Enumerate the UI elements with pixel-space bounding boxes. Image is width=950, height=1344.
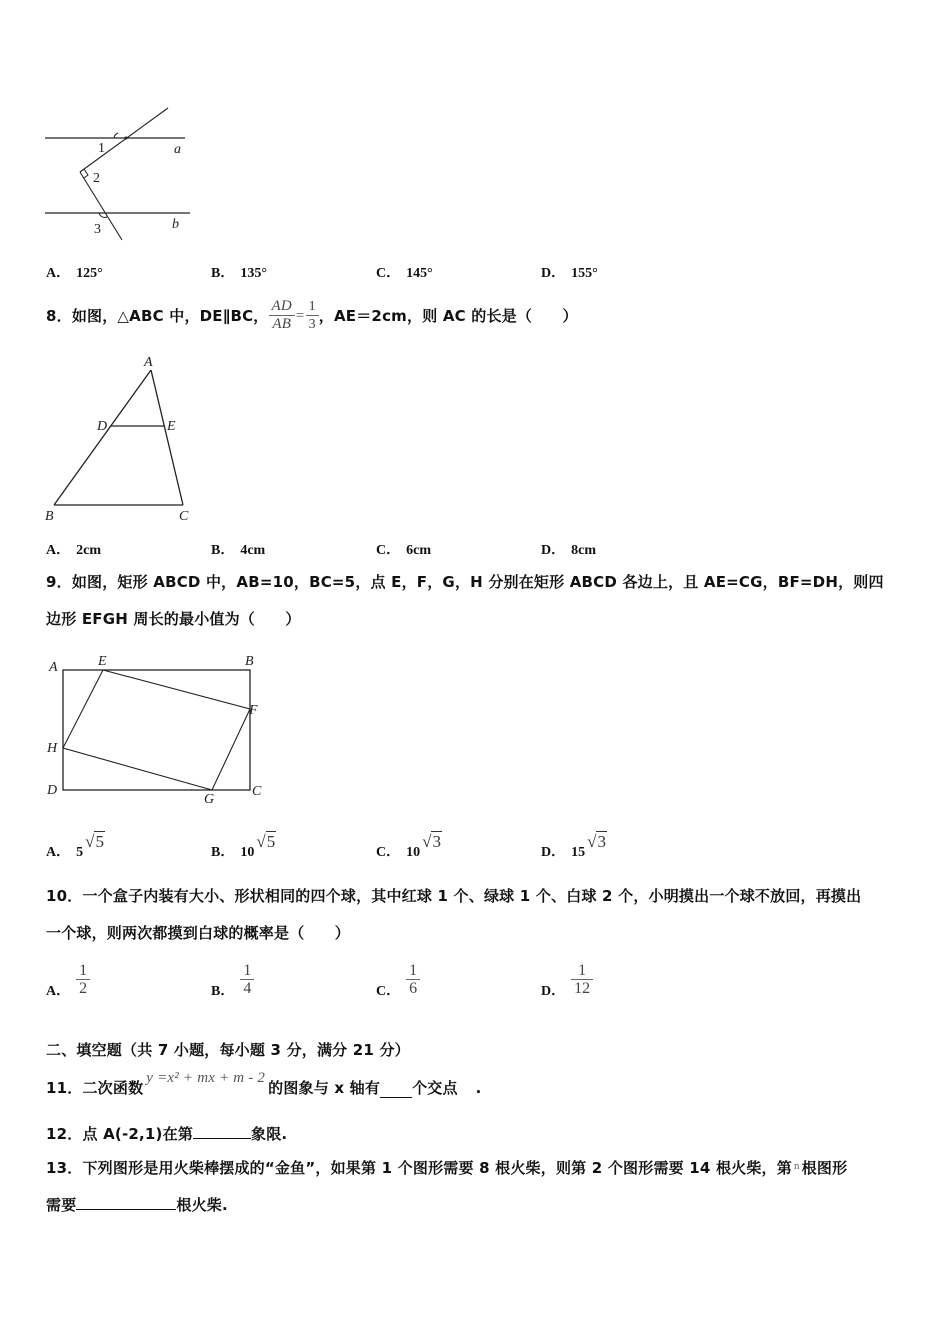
fraction-numerator: 1: [578, 961, 587, 979]
q8-ratio-fraction: [269, 298, 295, 333]
option-value: 2cm: [76, 543, 102, 558]
q7-angle1-label: 1: [98, 141, 105, 156]
q9-option-b: [211, 832, 276, 861]
q9-label-d: D: [47, 783, 58, 798]
q9-stem-line2: 边形 EFGH 周长的最小值为（ ）: [46, 610, 301, 628]
radicand: 5: [266, 832, 276, 851]
q7-angle3-label: 3: [94, 222, 101, 237]
q7-line-b-label: b: [172, 217, 179, 232]
fraction-denominator: 3: [308, 317, 316, 332]
q13-stem-line1: [46, 1158, 847, 1180]
option-fraction: [240, 962, 254, 997]
radicand: 3: [597, 832, 606, 851]
q10-stem-line2: 一个球，则两次都摸到白球的概率是（ ）: [46, 924, 351, 942]
q11-answer-blank[interactable]: [380, 1097, 412, 1098]
option-label: D．: [541, 543, 566, 558]
option-label: A．: [46, 984, 71, 999]
q7-parallel-lines-figure: [40, 100, 240, 250]
fraction-numerator: 1: [409, 961, 418, 979]
fraction-denominator: 12: [574, 979, 591, 997]
q8-option-a: [46, 539, 101, 559]
sqrt-icon: √5: [256, 832, 276, 851]
q10-option-d: [541, 958, 593, 1000]
option-label: A．: [46, 266, 71, 281]
q9-label-b: B: [245, 654, 254, 669]
option-label: C．: [376, 266, 401, 281]
section-2-heading: 二、填空题（共 7 小题，每小题 3 分，满分 21 分）: [46, 1041, 410, 1059]
fraction-numerator: 1: [308, 299, 316, 314]
q10-option-c: [376, 958, 420, 1000]
q9-rectangle-figure: [40, 645, 280, 805]
q9-label-f: F: [249, 703, 258, 718]
q8-label-d: D: [97, 419, 108, 434]
q13-stem-line2: [46, 1195, 228, 1215]
option-label: B．: [211, 845, 235, 860]
sqrt-icon: √5: [85, 832, 104, 851]
q9-option-c: [376, 832, 442, 861]
option-fraction: [406, 962, 420, 997]
fraction-denominator: 6: [409, 979, 418, 997]
q11-prefix: 11．二次函数: [46, 1079, 144, 1097]
q13-line2-suffix: 根火柴.: [176, 1196, 228, 1214]
q9-label-a: A: [49, 660, 58, 675]
option-coefficient: 10: [240, 845, 255, 860]
q13-line1-end: 根图形: [801, 1159, 848, 1177]
q7-line-a-label: a: [174, 142, 181, 157]
q7-option-d: [541, 262, 598, 282]
q8-ratio-value: [306, 298, 319, 333]
fraction-denominator: 2: [79, 979, 88, 997]
q11-period: .: [475, 1079, 482, 1097]
option-value: 125°: [76, 266, 103, 281]
q7-option-c: [376, 262, 433, 282]
q13-answer-blank[interactable]: [76, 1209, 176, 1210]
option-label: B．: [211, 266, 235, 281]
option-fraction: [76, 962, 90, 997]
option-coefficient: 10: [406, 845, 421, 860]
option-value: 4cm: [240, 543, 266, 558]
option-fraction: [571, 962, 593, 997]
fraction-denominator: AB: [272, 316, 292, 332]
q10-option-b: [211, 958, 254, 1000]
sqrt-icon: √3: [587, 832, 606, 851]
q9-option-d: [541, 832, 607, 861]
q11-suffix2: 个交点: [412, 1079, 458, 1097]
option-label: A．: [46, 543, 71, 558]
q13-line2-prefix: 需要: [46, 1196, 77, 1214]
option-label: A．: [46, 845, 71, 860]
q12-prefix: 12．点 A(-2,1)在第: [46, 1125, 194, 1143]
option-label: B．: [211, 984, 235, 999]
q10-stem-line1: 10．一个盒子内装有大小、形状相同的四个球，其中红球 1 个、绿球 1 个、白球 2 个，小明摸出一个球不放回，再摸出: [46, 887, 862, 905]
q8-label-a: A: [144, 355, 153, 370]
q8-option-b: [211, 539, 265, 559]
q8-suffix: ，AE＝2cm，则 AC 的长是（ ）: [318, 306, 578, 325]
q8-option-d: [541, 539, 596, 559]
radicand: 5: [95, 832, 104, 851]
q8-label-c: C: [179, 509, 189, 524]
q9-stem-line1: 9．如图，矩形 ABCD 中，AB=10，BC=5，点 E，F，G，H 分别在矩形 ABCD 各边上，且 AE=CG，BF=DH，则四: [46, 573, 884, 591]
equals-sign: =: [295, 307, 305, 324]
q10-option-a: [46, 958, 90, 1000]
q8-triangle-figure: [40, 345, 240, 525]
q9-label-h: H: [47, 741, 58, 756]
q8-prefix: 8．如图，△ABC 中，DE∥BC，: [46, 306, 269, 325]
q11-formula: y =x² + mx + m - 2: [146, 1070, 266, 1086]
q8-label-b: B: [45, 509, 54, 524]
option-value: 155°: [571, 266, 598, 281]
fraction-denominator: 4: [243, 979, 252, 997]
q12-stem: [46, 1124, 287, 1144]
q11-stem: [46, 1068, 482, 1098]
radicand: 3: [432, 832, 441, 851]
q12-answer-blank[interactable]: [193, 1138, 251, 1139]
q9-label-g: G: [204, 792, 215, 805]
q7-option-a: [46, 262, 103, 282]
q7-angle2-label: 2: [93, 171, 100, 186]
option-coefficient: 15: [571, 845, 586, 860]
q9-option-a: [46, 832, 105, 861]
sqrt-icon: √3: [422, 832, 441, 851]
option-value: 6cm: [406, 543, 432, 558]
q12-suffix: 象限.: [251, 1125, 288, 1143]
fraction-numerator: AD: [271, 298, 292, 314]
q13-line1-text: 13．下列图形是用火柴棒摆成的“金鱼”，如果第 1 个图形需要 8 根火柴，则第 2 个图形需要 14 根火柴，第: [46, 1159, 792, 1177]
option-value: 135°: [240, 266, 267, 281]
option-label: D．: [541, 845, 566, 860]
fraction-numerator: 1: [79, 961, 88, 979]
option-label: C．: [376, 845, 401, 860]
q7-option-b: [211, 262, 267, 282]
q8-stem: [46, 298, 578, 333]
option-value: 8cm: [571, 543, 597, 558]
option-label: C．: [376, 984, 401, 999]
q9-label-e: E: [98, 654, 107, 669]
fraction-numerator: 1: [243, 961, 252, 979]
q9-label-c: C: [252, 784, 262, 799]
q8-label-e: E: [167, 419, 176, 434]
option-label: B．: [211, 543, 235, 558]
q13-n-symbol: n: [793, 1160, 800, 1172]
option-label: C．: [376, 543, 401, 558]
option-value: 145°: [406, 266, 433, 281]
option-label: D．: [541, 984, 566, 999]
option-coefficient: 5: [76, 845, 84, 860]
q11-suffix: 的图象与 x 轴有: [268, 1079, 381, 1097]
option-label: D．: [541, 266, 566, 281]
q8-option-c: [376, 539, 431, 559]
